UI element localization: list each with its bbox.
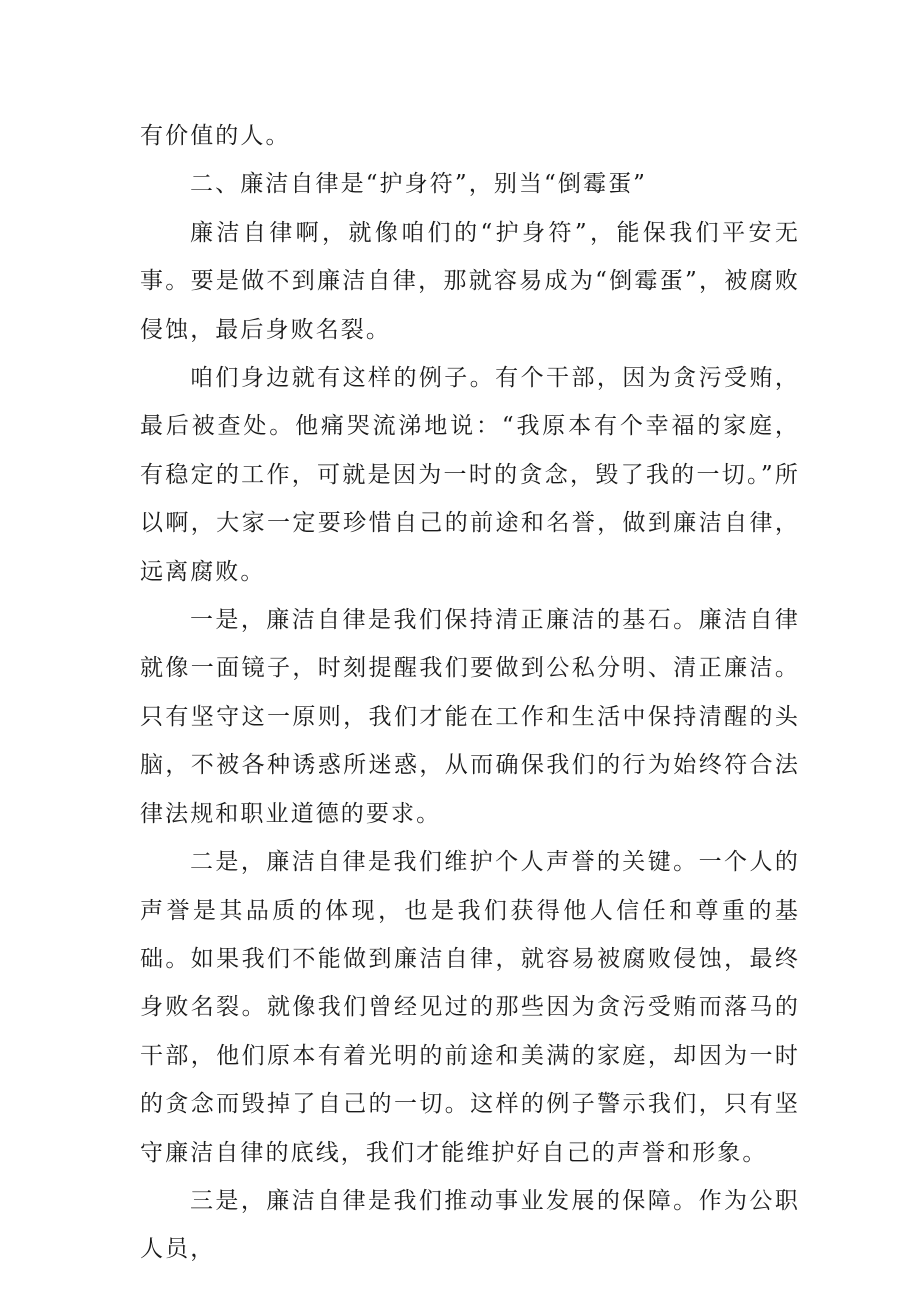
- paragraph: 咱们身边就有这样的例子。有个干部，因为贪污受贿，最后被查处。他痛哭流涕地说：“我原本有个幸福的家庭，有稳定的工作，可就是因为一时的贪念，毁了我的一切。”所以啊，大家一定要珍惜自己的前途和名誉，做到廉洁自律，远离腐败。: [140, 365, 800, 585]
- paragraph: 廉洁自律啊，就像咱们的“护身符”，能保我们平安无事。要是做不到廉洁自律，那就容易成为“倒霉蛋”，被腐败侵蚀，最后身败名裂。: [140, 219, 800, 343]
- paragraph: 一是，廉洁自律是我们保持清正廉洁的基石。廉洁自律就像一面镜子，时刻提醒我们要做到公私分明、清正廉洁。只有坚守这一原则，我们才能在工作和生活中保持清醒的头脑，不被各种诱惑所迷惑，从而确保我们的行为始终符合法律法规和职业道德的要求。: [140, 607, 800, 827]
- document-body: [140, 112, 800, 1274]
- paragraph-continuation: 有价值的人。: [140, 123, 291, 149]
- section-heading: 二、廉洁自律是“护身符”，别当“倒霉蛋”: [190, 171, 648, 198]
- paragraph: 三是，廉洁自律是我们推动事业发展的保障。作为公职人员，: [140, 1187, 800, 1263]
- paragraph: 二是，廉洁自律是我们维护个人声誉的关键。一个人的声誉是其品质的体现，也是我们获得他人信任和尊重的基础。如果我们不能做到廉洁自律，就容易被腐败侵蚀，最终身败名裂。就像我们曾经见过的那些因为贪污受贿而落马的干部，他们原本有着光明的前途和美满的家庭，却因为一时的贪念而毁掉了自己的一切。这样的例子警示我们，只有坚守廉洁自律的底线，我们才能维护好自己的声誉和形象。: [140, 849, 800, 1166]
